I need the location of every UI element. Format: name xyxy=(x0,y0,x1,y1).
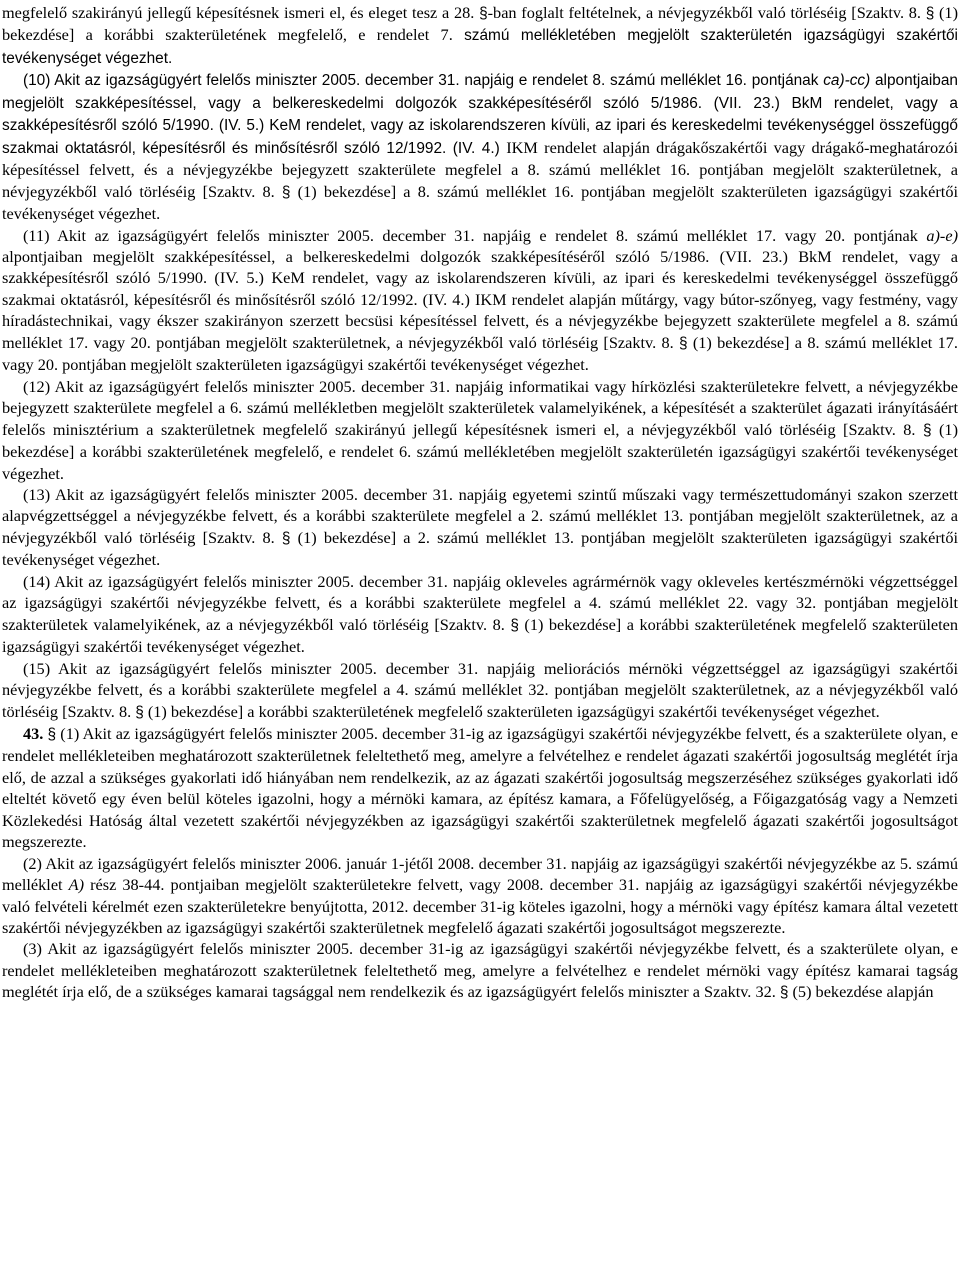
text-run: (11) Akit az igazságügyért felelős miniszter 2005. december 31. napjáig e rendelet 8. számú melléklet 17. vagy 20. pontjának xyxy=(23,225,927,245)
text-run: (1) bekezdése] a 8. számú melléklet 16. pontjában megjelölt szakterületen igazságügyi szakértői tevékenységet végezhet. xyxy=(2,181,958,224)
paragraph xyxy=(2,2,958,69)
text-run: (12) Akit az igazságügyért felelős miniszter 2005. december 31. napjáig informatikai vagy hírközlési szakterületekre felvett, a névjegyzékbe bejegyzett szakterülete megfelel a 6. számú mellékletben megjelölt szakterületek valamelyikének, a képesítését a szakterület ágazati irányításáért felelős minisztérium a szakterületnek megfelelő szakirányú jellegű képesítésnek ismeri el, a névjegyzékből való törléséig [Szaktv. 8. xyxy=(2,376,958,439)
document-body xyxy=(2,2,958,1004)
section-sign: § xyxy=(678,334,688,352)
paragraph xyxy=(2,853,958,939)
text-run: (1) bekezdése] a 2. számú melléklet 13. pontjában megjelölt szakterületen igazságügyi szakértői tevékenységet végezhet. xyxy=(2,527,958,570)
paragraph xyxy=(2,69,958,224)
paragraph xyxy=(2,484,958,571)
section-sign: § xyxy=(779,984,789,1002)
section-sign: § xyxy=(281,529,291,547)
text-run: ca)-cc) xyxy=(823,72,871,90)
paragraph xyxy=(2,938,958,1003)
text-run: számú mellékletében megjelölt szakterületén igazságügyi szakértői tevékenységet végezhet. xyxy=(2,27,958,67)
text-run: (1) Akit az igazságügyért felelős miniszter 2005. december 31-ig az igazságügyi szakértői névjegyzékbe felvett, és a szakterülete olyan, e rendelet mellékleteiben meghatározott szakterületnek feleltethető meg, amelyre a felvételhez e rendelet ágazati szakértői jogosultság meglétét írja elő, de azzal a szükséges gyakorlati idő hiányában nem rendelkezik, az az ágazati szakértői jogosultság megszerzéséhez szükséges gyakorlati idő elteltét követő egy éven belül köteles igazolni, hogy a mérnöki kamara, az építész kamara, a Főfelügyelőség, a Főigazgatóság vagy a Nemzeti Közlekedési Hatóság által vezetett szakértői névjegyzékben az igazságügyi szakértői szakterületnek megfelelő ágazati szakértői jogosultságot megszerezte. xyxy=(2,723,958,852)
text-run: -ban foglalt feltételnek, a névjegyzékből való törléséig [Szaktv. 8. xyxy=(487,3,926,22)
text-run: (1) bekezdése] a korábbi szakterületének megfelelő szakterületen igazságügyi szakértői tevékenységet végezhet. xyxy=(2,614,958,657)
text-run: alpontjaiban megjelölt szakképesítéssel, vagy a belkereskedelmi dolgozók szakképesítéséről szóló 5/1986. (VII. 23.) BkM rendelet, vagy a szakképesítésről szóló 5/1990. (IV. 5.) KeM rendelet, vagy az iskolarendszeren kívüli, az ipari és kereskedelmi tevékenységgel összefüggő szakmai oktatásról, képesítésről és minősítésről szóló 12/1992. (IV. 4.) xyxy=(2,72,958,157)
text-run: (1) bekezdése] a korábbi szakterületének megfelelő, e rendelet 7. xyxy=(2,3,958,45)
text-run: alpontjaiban megjelölt szakképesítéssel, a belkereskedelmi dolgozók szakképesítéséről szóló 5/1986. (VII. 23.) BkM rendelet, vagy a szakképesítésről szóló 5/1990. (IV. 5.) KeM rendelet, vagy az iskolarendszeren kívüli, az ipari és kereskedelmi tevékenységgel összefüggő szakmai oktatásról, képesítésről és minősítésről szóló 12/1992. (IV. 4.) IKM rendelet alapján műtárgy, vagy bútor-szőnyeg, vagy festmény, vagy híradástechnikai, vagy ékszer szakirányon szerzett becsüsi képesítéssel felvett, és a névjegyzékbe bejegyzett szakterülete megfelel a 8. számú melléklet 17. vagy 20. pontjában megjelölt szakterületnek, a névjegyzékből való törléséig [Szaktv. 8. xyxy=(2,246,958,352)
section-sign: § xyxy=(479,5,488,22)
text-run: (3) Akit az igazságügyért felelős miniszter 2005. december 31-ig az igazságügyi szakértői névjegyzékbe felvett, és a szakterülete olyan, e rendelet mellékleteiben meghatározott szakterületnek feleltethető meg, amelyre a felvételhez e rendelet mérnöki vagy építész kamarai tagság meglétét írja elő, de a szükséges kamarai tagsággal nem rendelkezik és az igazságügyért felelős miniszter a Szaktv. 32. xyxy=(2,939,958,1002)
text-run: (14) Akit az igazságügyért felelős miniszter 2005. december 31. napjáig okleveles agrármérnök vagy okleveles kertészmérnöki végzettséggel az igazságügyi szakértői névjegyzékbe felvett, és a korábbi szakterülete megfelel a 4. számú melléklet 22. vagy 32. pontjában megjelölt szakterületek valamelyikének, az a névjegyzékből való törléséig [Szaktv. 8. xyxy=(2,571,958,634)
text-run: IKM rendelet alapján drágakőszakértői vagy drágakő-meghatározói képesítéssel felvett, és a névjegyzékbe bejegyzett szakterülete megfelel a 8. számú melléklet 16. pontjában megjelölt szakterületnek, a névjegyzékből való törléséig [Szaktv. 8. xyxy=(2,137,958,201)
paragraph xyxy=(2,376,958,484)
text-run: (5) bekezdése alapján xyxy=(788,982,934,1002)
section-sign: § xyxy=(47,725,57,743)
paragraph xyxy=(2,571,958,658)
section-sign: § xyxy=(135,703,144,721)
section-sign: § xyxy=(510,616,519,634)
text-run: (1) bekezdése] a 8. számú melléklet 17. vagy 20. pontjában megjelölt szakterületen igazságügyi szakértői tevékenységet végezhet. xyxy=(2,332,958,375)
text-run: (13) Akit az igazságügyért felelős miniszter 2005. december 31. napjáig egyetemi szintű műszaki vagy természettudományi szakon szerzett alapvégzettséggel a névjegyzékbe felvett, és a korábbi szakterülete megfelel a 2. számú melléklet 13. pontjában megjelölt szakterületnek, az a névjegyzékből való törléséig [Szaktv. 8. xyxy=(2,484,958,547)
paragraph xyxy=(2,723,958,853)
text-run: (10) Akit az igazságügyért felelős miniszter 2005. december 31. napjáig e rendelet 8. számú melléklet 16. pontjának xyxy=(23,72,824,90)
text-run: (1) bekezdése] a korábbi szakterületének megfelelő szakterületen igazságügyi szakértői tevékenységet végezhet. xyxy=(143,701,880,721)
text-run: (15) Akit az igazságügyért felelős miniszter 2005. december 31. napjáig meliorációs mérnöki végzettséggel az igazságügyi szakértői névjegyzékbe felvett, és a korábbi szakterülete megfelel a 4. számú melléklet 32. pontjában megjelölt szakterületnek, az a névjegyzékből való törléséig [Szaktv. 8. xyxy=(2,658,958,721)
paragraph xyxy=(2,658,958,723)
text-run: (1) bekezdése] a korábbi szakterületének megfelelő, e rendelet 6. számú mellékletében megjelölt szakterületén igazságügyi szakértői tevékenységet végezhet. xyxy=(2,419,958,483)
text-run: megfelelő szakirányú jellegű képesítésnek ismeri el, és eleget tesz a 28. xyxy=(2,3,480,22)
section-sign: § xyxy=(281,183,291,201)
text-run: rész 38-44. pontjaiban megjelölt szakterületekre felvett, vagy 2008. december 31. napjáig az igazságügyi szakértői névjegyzékbe való felvételi kérelmét ezen szakterületekre benyújtotta, 2012. december 31-ig köteles igazolni, hogy a mérnöki vagy építész kamara által vezetett szakértői névjegyzékben az igazságügyi szakértői szakterületnek megfelelő ágazati szakértői jogosultságot megszerezte. xyxy=(2,875,958,938)
text-run: A) xyxy=(68,875,85,895)
text-run: a)-e) xyxy=(926,225,958,245)
text-run: 43. xyxy=(23,723,48,743)
section-sign: § xyxy=(922,421,932,439)
section-sign: § xyxy=(925,5,935,22)
text-run: (2) Akit az igazságügyért felelős miniszter 2006. január 1-jétől 2008. december 31. napjáig az igazságügyi szakértői névjegyzékbe az 5. számú melléklet xyxy=(2,853,958,895)
paragraph xyxy=(2,225,958,376)
